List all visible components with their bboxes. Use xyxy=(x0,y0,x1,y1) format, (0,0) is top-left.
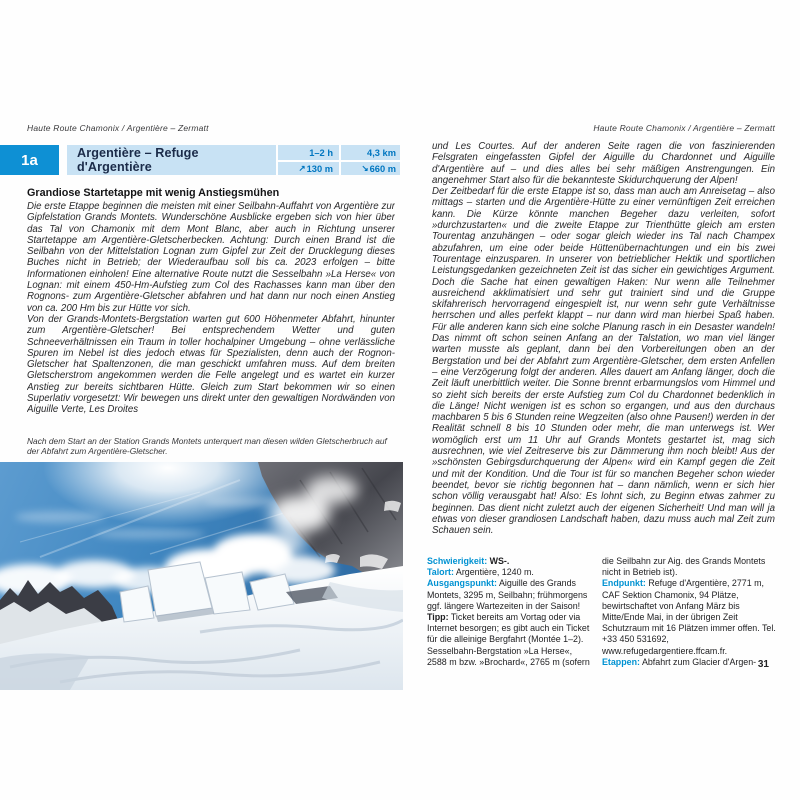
info-text: Refuge d'Argentière, 2771 m, CAF Sektion Chamonix, 94 Plätze, bewirtschaftet von Anfang März bis Mitte/Ende Mai, in der übrigen Zeit Schutzraum mit 16 Plätzen immer offen. Tel. +33 450 531692, www.refugedargentiere.ffcam.fr. xyxy=(602,578,776,656)
running-head: Haute Route Chamonix / Argentière – Zermatt xyxy=(27,123,209,133)
running-head: Haute Route Chamonix / Argentière – Zermatt xyxy=(593,123,775,133)
info-talort xyxy=(427,567,594,578)
info-text: Abfahrt zum Glacier d'Argen- xyxy=(639,656,757,667)
info-continuation xyxy=(602,556,780,578)
left-body-text xyxy=(27,201,395,435)
info-text: WS-. xyxy=(487,556,510,566)
info-label: Schwierigkeit: xyxy=(427,556,488,566)
info-label: Etappen: xyxy=(602,656,640,667)
body-paragraph: Der Zeitbedarf für die erste Etappe ist so, dass man auch am Anreisetag – also mittags – starten und die Argentière-Hütte zu einer vernünftigen Zeit erreichen kann. Die Kürze könnte manchen Begeher dazu verleiten, sofort »durchzustarten« und die zweite Etappe zur Trienthütte gleich am ersten Tourentag anzuhängen – oder sogar gleich wieder ins Tal nach Champex abzufahren, um eine oder beide Hüttenübernachtungen und ein bis zwei Tourentage einzusparen. In unserer von betrieblicher Hektik und sportlichen Leistungsgedanken gezeichneten Zeit ist das sicher ein gewichtiges Argument. Doch die Sache hat einen gewaltigen Haken: Nur wenn alle Teilnehmer ausreichend akklimatisiert und sehr gut trainiert sind und die Gruppe skifahrerisch hervorragend eingespielt ist, nur wenn sehr gute Verhältnisse herrschen und alles perfekt klappt – nur dann wird man hierbei Spaß haben. Für alle anderen kann sich eine solche Planung rasch in ein Desaster wandeln! Das nimmt oft schon seinen Anfang an der Talstation, wo man viel länger warten musste als geplant, dann bei den Vorbereitungen oben an der Bergstation und bei der Abfahrt zum Argentière-Gletscher, dem ersten Anfellen – eine Verzögerung folgt der anderen. Alles dauert am Anfang länger, doch die Zeit läuft unerbittlich weiter. Die Sonne brennt erbarmungslos vom Himmel und so zieht sich bereits der erste Aufstieg zum Col du Chardonnet bedenklich in die Länge! Nicht wenigen ist es schon so ergangen, und aus den durchaus machbaren 5 bis 6 Stunden reine Wegzeiten (also ohne Pausen!) werden in der Realität schnell 8 bis 10 Stunden oder mehr, die man unterwegs ist. Wer womöglich erst um 11 Uhr auf Grands Montets gestartet ist, mag sich ausrechnen, wie viel Zeitreserve bis zur Dämmerung ihm noch bleibt! Aus der »schönsten Gebirgsdurchquerung der Alpen« wird ein Kampf gegen die Zeit und mit der Kondition. Und die Tour ist für so manchen Begeher schon wieder beendet, bevor sie richtig begonnen hat – dann nämlich, wenn er sich hier schon völlig verausgabt hat! Also: Es lohnt sich, zu Beginn etwas zahmer zu beginnen. Das dient nicht zuletzt auch der eigenen Sicherheit! Und man will ja etwas von dieser grandiosen Landschaft haben, dazu muss auch mal Zeit zum Schauen sein. xyxy=(432,186,775,537)
info-text: die Seilbahn zur Aig. des Grands Montets nicht in Betrieb ist). xyxy=(602,556,766,578)
body-paragraph: Von der Grands-Montets-Bergstation warten gut 600 Höhenmeter Abfahrt, hinunter zum Argentière-Gletscher! Bei entsprechendem Wetter und guten Schneeverhältnissen ein Traum in toller hochalpiner Umgebung – ohne verlässliche Spuren im Nebel ist dies jedoch etwas für Spezialisten, denn auch der Rognon-Gletscher hat Spaltenzonen, die man geschickt umfahren muss. Auf dem breiten Gletscherstrom angekommen werden die Felle angelegt und es wartet ein kurzer Anstieg zur bereits sichtbaren Hütte. Gleich zum Start bekommen wir so einen Superlativ vorgesetzt: Wir bewegen uns direkt unter den gewaltigen Nordwänden von Aiguille Verte, Les Droites xyxy=(27,313,395,416)
route-title-line1: Argentière – Refuge xyxy=(77,146,199,160)
info-text: Argentière, 1240 m. xyxy=(453,567,534,578)
glacier-photo-illustration xyxy=(0,462,403,690)
glacier-photo xyxy=(0,462,403,690)
info-column-left xyxy=(427,556,594,668)
info-etappen xyxy=(602,657,780,668)
info-endpoint xyxy=(602,578,780,656)
info-start xyxy=(427,578,594,668)
info-text: Ticket bereits am Vortag oder via Internet besorgen; es gibt auch ein Ticket für die alleinige Bergfahrt (Montée 1–2). Sesselbahn-Bergstation »La Herse«, 2588 m bzw. »Brochard«, 2765 m (sofern xyxy=(427,612,590,667)
info-difficulty xyxy=(427,556,594,567)
section-heading: Grandiose Startetappe mit wenig Anstiegsmühen xyxy=(27,187,280,199)
descent-arrow-icon: ↘ xyxy=(361,163,369,173)
route-number-badge: 1a xyxy=(0,145,59,175)
page-number: 31 xyxy=(757,659,769,670)
info-label: Endpunkt: xyxy=(602,578,646,589)
stat-descent xyxy=(339,160,402,175)
body-paragraph: und Les Courtes. Auf der anderen Seite ragen die von faszinierenden Felsgraten eingefassten Gipfel der Aiguille du Chardonnet und Aiguille d'Argentière auf – und dies alles bei sehr mäßigen Anstrengungen. Ein angenehmer Start also für die bekannteste Skidurchquerung der Alpen! xyxy=(432,141,775,186)
stat-ascent-value: 130 m xyxy=(306,163,333,174)
route-title-line2: d'Argentière xyxy=(77,160,152,174)
stat-time: 1–2 h xyxy=(309,147,333,158)
info-label: Ausgangspunkt: xyxy=(427,578,498,589)
photo-caption: Nach dem Start an der Station Grands Montets unterquert man diesen wilden Gletscherbruch auf der Abfahrt zum Argentière-Gletscher. xyxy=(27,436,387,457)
right-body-text xyxy=(432,141,775,549)
ascent-arrow-icon: ↗ xyxy=(298,163,306,173)
route-title xyxy=(77,146,199,174)
info-tipp-label: Tipp: xyxy=(427,612,449,623)
route-titlebox xyxy=(67,145,400,175)
route-header xyxy=(0,145,400,175)
info-column-right xyxy=(602,556,780,668)
info-text: Aiguille des Grands Montets, 3295 m, Seilbahn; frühmorgens ggf. längere Wartezeiten in der Saison! xyxy=(427,578,588,611)
stat-ascent xyxy=(278,160,339,175)
stat-descent-value: 660 m xyxy=(369,163,396,174)
stat-distance: 4,3 km xyxy=(339,145,402,160)
route-stats xyxy=(276,145,400,175)
body-paragraph: Die erste Etappe beginnen die meisten mit einer Seilbahn-Auffahrt von Argentière zur Gipfelstation Grands Montets. Wunderschöne Ausblicke ergeben sich von hier über das Tal von Chamonix mit dem Mont Blanc, aber auch in Richtung unserer Startetappe am Argentière-Gletscherbecken. Achtung: Durch einen Brand ist die Seilbahn von der Mittelstation Lognan zum Gipfel zur Zeit der Drucklegung dieses Buches nicht in Betrieb; der Wiederaufbau soll bis ca. 2023 erfolgen – bitte Informationen einholen! Eine alternative Route nutzt die Sesselbahn »La Herse« von Lognan: mit einem 450-Hm-Aufstieg zum Col des Rachasses kann man über den Rognons- zum Argentière-Gletscher abfahren und hat dann nur noch einen Anstieg von ca. 200 Hm bis zur Hütte vor sich. xyxy=(27,201,395,314)
info-label: Talort: xyxy=(427,567,454,578)
